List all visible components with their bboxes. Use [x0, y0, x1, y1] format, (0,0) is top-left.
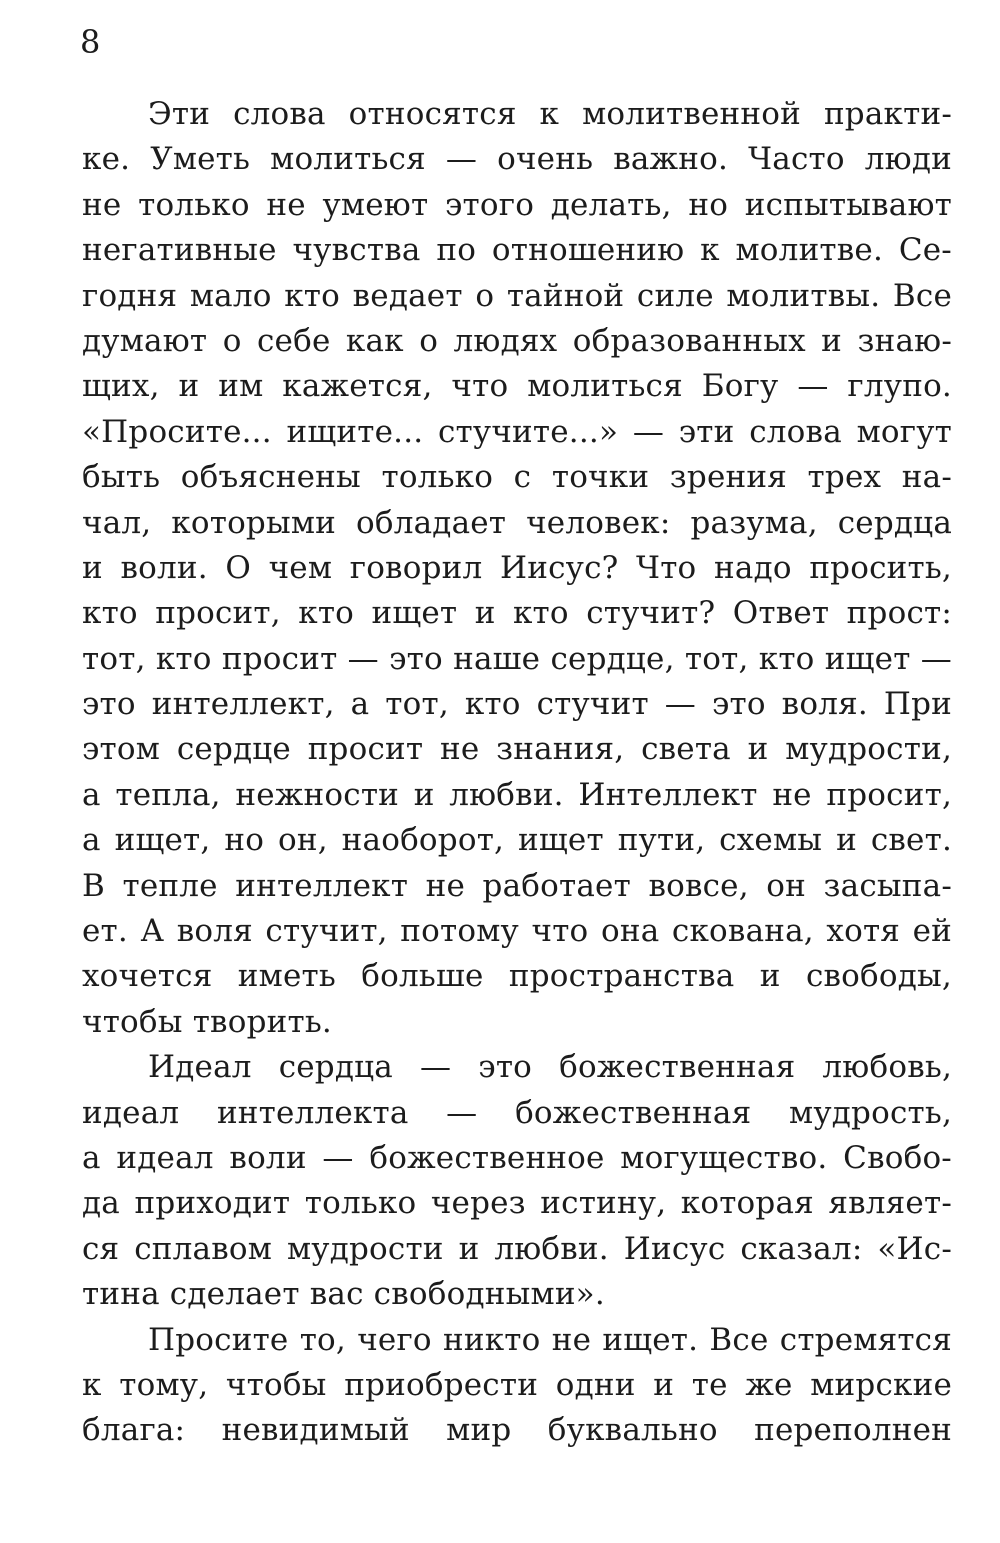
text-line: блага: невидимый мир буквально переполнен: [82, 1412, 952, 1449]
text-line: «Просите... ищите... стучите...» — эти слова могут: [82, 413, 952, 450]
text-line: этом сердце просит не знания, света и мудрости,: [82, 731, 952, 768]
paragraph: [82, 1045, 952, 1317]
text-line: идеал интеллекта — божественная мудрость,: [82, 1094, 952, 1131]
page-number: 8: [80, 23, 101, 61]
text-line: тина сделает вас свободными».: [82, 1276, 605, 1313]
text-line: Идеал сердца — это божественная любовь,: [148, 1049, 952, 1086]
text-line: негативные чувства по отношению к молитве. Се-: [82, 232, 952, 269]
text-line: к тому, чтобы приобрести одни и те же мирские: [82, 1366, 952, 1403]
paragraph: [82, 1318, 952, 1454]
paragraph: [82, 92, 952, 1045]
text-line: годня мало кто ведает о тайной силе молитвы. Все: [82, 277, 952, 314]
text-line: тот, кто просит — это наше сердце, тот, кто ищет —: [82, 640, 952, 677]
text-line: Просите то, чего никто не ищет. Все стремятся: [148, 1321, 952, 1358]
text-line: Эти слова относятся к молитвенной практи-: [148, 96, 952, 132]
text-line: ет. А воля стучит, потому что она скована, хотя ей: [82, 913, 952, 950]
text-line: да приходит только через истину, которая являет-: [82, 1185, 952, 1222]
text-line: это интеллект, а тот, кто стучит — это воля. При: [82, 686, 952, 723]
text-line: В тепле интеллект не работает вовсе, он засыпа-: [82, 867, 952, 904]
text-line: не только не умеют этого делать, но испытывают: [82, 186, 952, 223]
text-line: быть объяснены только с точки зрения трех на-: [82, 459, 952, 496]
text-line: хочется иметь больше пространства и свободы,: [82, 958, 952, 995]
text-line: ся сплавом мудрости и любви. Иисус сказал: «Ис-: [82, 1230, 952, 1267]
text-line: а идеал воли — божественное могущество. Свобо-: [82, 1139, 952, 1176]
body-text: [82, 92, 952, 1454]
text-line: чал, которыми обладает человек: разума, сердца: [82, 504, 952, 541]
text-line: ке. Уметь молиться — очень важно. Часто люди: [82, 141, 952, 178]
text-line: кто просит, кто ищет и кто стучит? Ответ прост:: [82, 595, 952, 632]
text-line: чтобы творить.: [82, 1003, 332, 1040]
text-line: думают о себе как о людях образованных и знаю-: [82, 322, 952, 359]
text-line: щих, и им кажется, что молиться Богу — глупо.: [82, 368, 952, 405]
text-line: и воли. О чем говорил Иисус? Что надо просить,: [82, 549, 952, 586]
text-line: а тепла, нежности и любви. Интеллект не просит,: [82, 776, 952, 813]
text-line: а ищет, но он, наоборот, ищет пути, схемы и свет.: [82, 822, 952, 859]
